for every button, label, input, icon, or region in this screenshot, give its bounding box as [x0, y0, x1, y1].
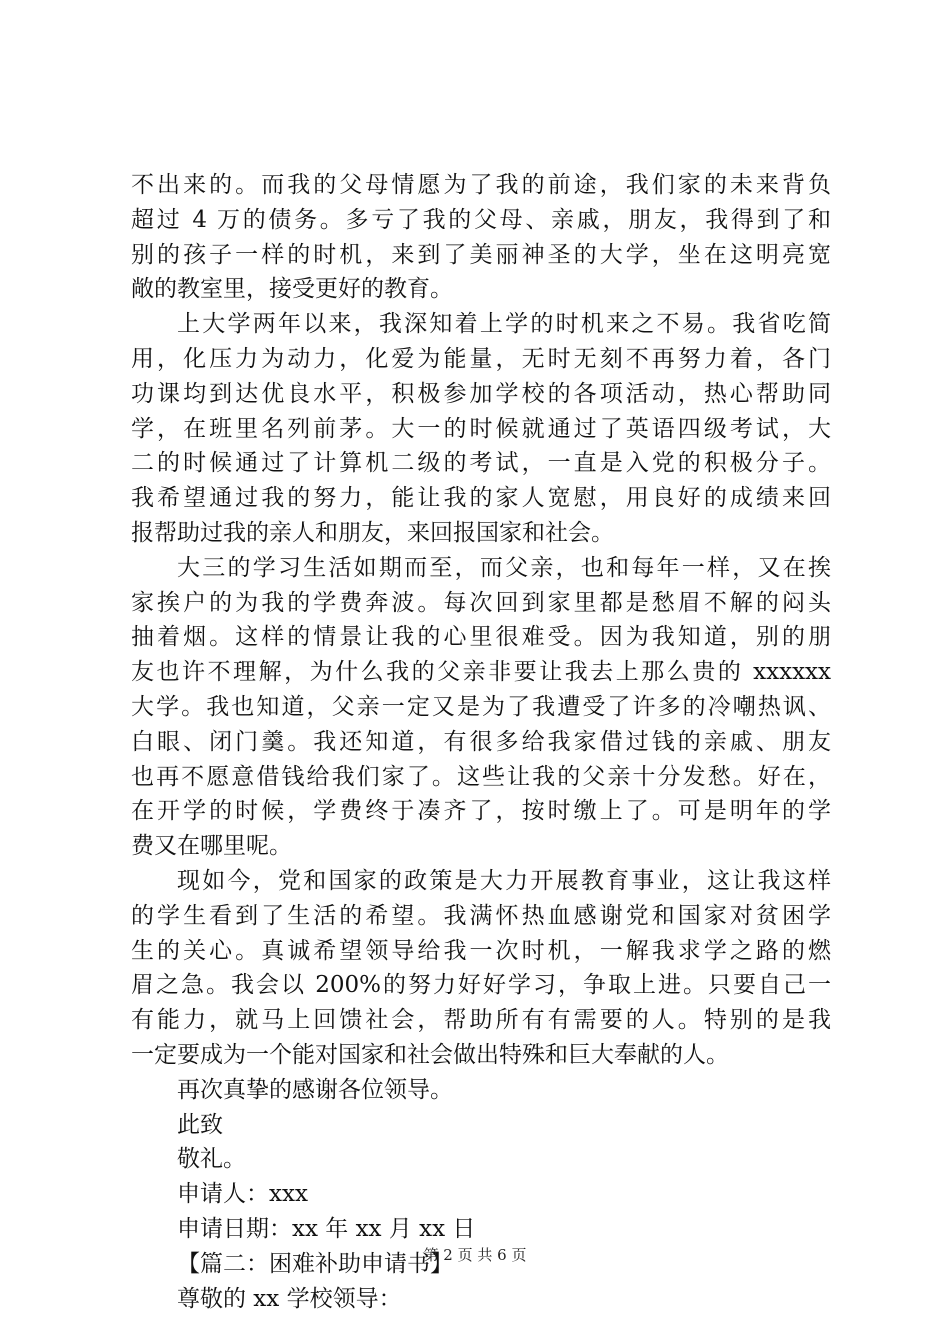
text-line: 我希望通过我的努力，能让我的家人宽慰，用良好的成绩来回 [131, 485, 831, 512]
text-line: 用，化压力为动力，化爱为能量，无时无刻不再努力着，各门 [131, 345, 831, 372]
text-line: 有能力，就马上回馈社会，帮助所有有需要的人。特别的是我 [131, 1007, 831, 1034]
text-line: 学，在班里名列前茅。大一的时候就通过了英语四级考试，大 [131, 415, 831, 442]
section-heading: 【篇二：困难补助申请书】 [177, 1250, 453, 1277]
text-line: 报帮助过我的亲人和朋友，来回报国家和社会。 [131, 519, 614, 546]
closing-regards: 敬礼。 [177, 1146, 246, 1173]
text-line: 超过 4 万的债务。多亏了我的父母、亲戚，朋友，我得到了和 [131, 206, 831, 233]
text-line: 敞的教室里，接受更好的教育。 [131, 276, 453, 303]
text-line: 眉之急。我会以 200%的努力好好学习，争取上进。只要自己一 [131, 972, 831, 999]
text-line: 生的关心。真诚希望领导给我一次时机，一解我求学之路的燃 [131, 937, 831, 964]
page-footer: 第 2 页 共 6 页 [423, 1246, 527, 1264]
text-line: 不出来的。而我的父母情愿为了我的前途，我们家的未来背负 [131, 172, 831, 198]
paragraph-first-line: 现如今，党和国家的政策是大力开展教育事业，这让我这样 [177, 867, 831, 894]
paragraph-first-line: 大三的学习生活如期而至，而父亲，也和每年一样，又在挨 [177, 554, 831, 581]
text-line: 家挨户的为我的学费奔波。每次回到家里都是愁眉不解的闷头 [131, 589, 831, 616]
text-line: 费又在哪里呢。 [131, 833, 292, 860]
document-body [131, 168, 831, 1316]
text-line: 别的孩子一样的时机，来到了美丽神圣的大学，坐在这明亮宽 [131, 241, 831, 268]
text-line: 也再不愿意借钱给我们家了。这些让我的父亲十分发愁。好在， [131, 763, 831, 790]
thanks-line: 再次真挚的感谢各位领导。 [177, 1076, 453, 1103]
application-date: 申请日期：xx 年 xx 月 xx 日 [177, 1215, 476, 1242]
text-line: 功课均到达优良水平，积极参加学校的各项活动，热心帮助同 [131, 380, 831, 407]
applicant-name: 申请人：xxx [177, 1181, 308, 1208]
text-line: 白眼、闭门羹。我还知道，有很多给我家借过钱的亲戚、朋友 [131, 728, 831, 755]
paragraph-first-line: 上大学两年以来，我深知着上学的时机来之不易。我省吃简 [177, 311, 831, 338]
text-line: 一定要成为一个能对国家和社会做出特殊和巨大奉献的人。 [131, 1041, 729, 1068]
greeting-line: 尊敬的 xx 学校领导： [177, 1285, 402, 1312]
text-line: 在开学的时候，学费终于凑齐了，按时缴上了。可是明年的学 [131, 798, 831, 825]
text-line: 的学生看到了生活的希望。我满怀热血感谢党和国家对贫困学 [131, 902, 831, 929]
text-line: 抽着烟。这样的情景让我的心里很难受。因为我知道，别的朋 [131, 624, 831, 651]
text-line: 大学。我也知道，父亲一定又是为了我遭受了许多的冷嘲热讽、 [131, 693, 831, 720]
text-line: 友也许不理解，为什么我的父亲非要让我去上那么贵的 xxxxxx [131, 659, 831, 686]
closing-salutation: 此致 [177, 1111, 223, 1138]
text-line: 二的时候通过了计算机二级的考试，一直是入党的积极分子。 [131, 450, 831, 477]
